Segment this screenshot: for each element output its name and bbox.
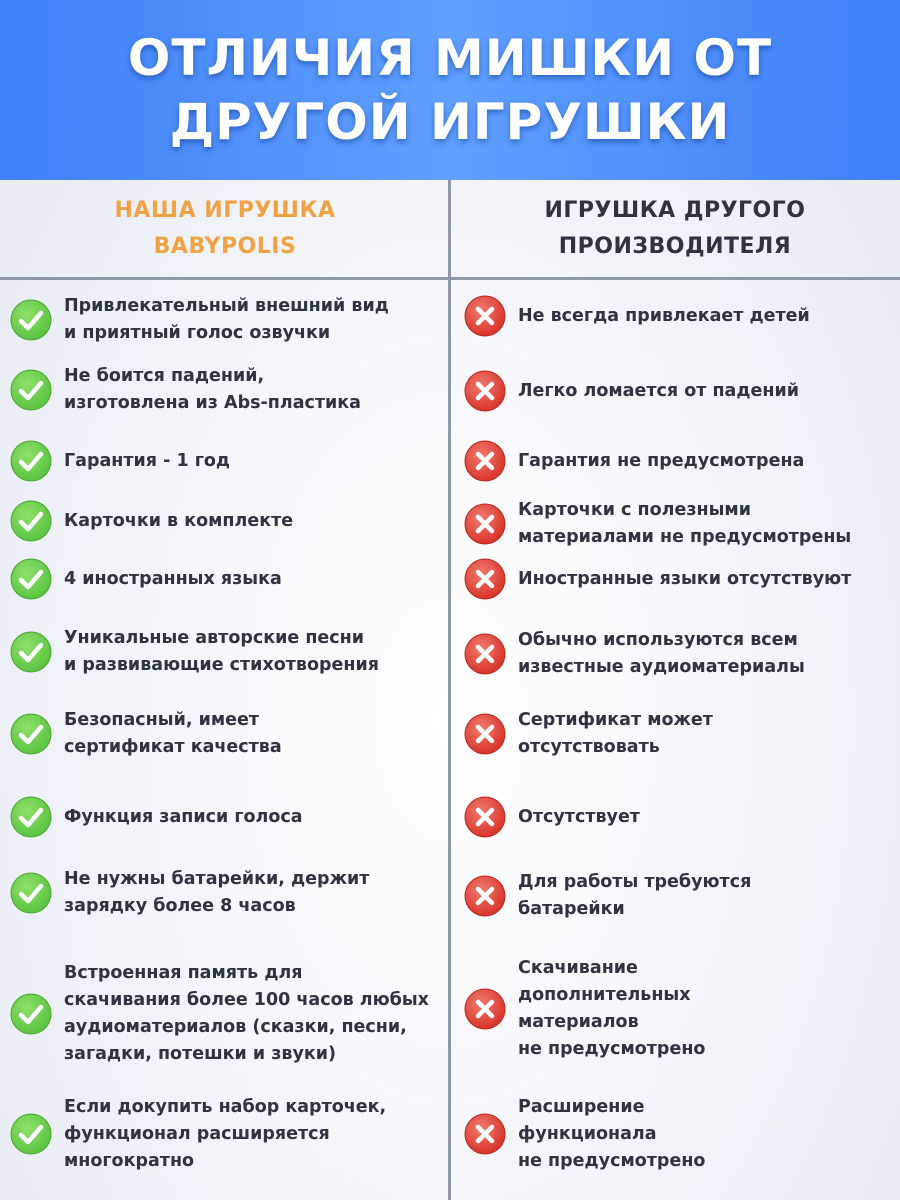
row-theirs <box>464 627 894 681</box>
row-ours <box>10 293 442 347</box>
row-text-ours: Гарантия - 1 год <box>64 450 231 471</box>
column-divider <box>448 180 451 1200</box>
row-text-theirs: Гарантия не предусмотрена <box>518 450 805 471</box>
cross-icon <box>464 295 506 337</box>
cross-icon <box>464 1113 506 1155</box>
row-theirs <box>464 295 894 337</box>
cross-icon <box>464 503 506 545</box>
check-icon <box>10 993 52 1035</box>
row-theirs <box>464 869 894 923</box>
row-ours <box>10 558 442 600</box>
row-text-theirs: Иностранные языки отсутствуют <box>518 568 852 589</box>
cross-icon <box>464 633 506 675</box>
row-theirs <box>464 1094 894 1175</box>
row-ours <box>10 960 442 1068</box>
row-text-theirs: Скачивание дополнительных материалов не предусмотрено <box>518 958 706 1059</box>
row-text-theirs: Сертификат может отсутствовать <box>518 710 713 757</box>
row-text-ours: Карточки в комплекте <box>64 510 294 531</box>
row-text-ours: Не боится падений, изготовлена из Abs-пластика <box>64 366 361 413</box>
row-text-ours: Встроенная память для скачивания более 100 часов любых аудиоматериалов (сказки, песни, загадки, потешки и звуки) <box>64 963 429 1064</box>
row-text-ours: Если докупить набор карточек, функционал расширяется многократно <box>64 1096 387 1171</box>
row-ours <box>10 707 442 761</box>
row-text-ours: Не нужны батарейки, держит зарядку более 8 часов <box>64 869 370 916</box>
row-text-ours: Функция записи голоса <box>64 806 303 827</box>
row-theirs <box>464 497 894 551</box>
row-ours <box>10 866 442 920</box>
check-icon <box>10 500 52 542</box>
cross-icon <box>464 875 506 917</box>
check-icon <box>10 299 52 341</box>
row-text-theirs: Легко ломается от падений <box>518 380 799 401</box>
row-text-theirs: Расширение функционала не предусмотрено <box>518 1096 706 1171</box>
check-icon <box>10 1113 52 1155</box>
row-ours <box>10 1094 442 1175</box>
row-ours <box>10 500 442 542</box>
row-text-theirs: Обычно используются всем известные аудиоматериалы <box>518 630 805 677</box>
cross-icon <box>464 440 506 482</box>
row-text-theirs: Для работы требуются батарейки <box>518 872 752 919</box>
column-header-ours: НАША ИГРУШКА BABYPOLIS <box>114 198 336 259</box>
check-icon <box>10 796 52 838</box>
row-theirs <box>464 440 894 482</box>
row-text-ours: 4 иностранных языка <box>64 568 282 589</box>
cross-icon <box>464 796 506 838</box>
row-ours <box>10 796 442 838</box>
row-text-theirs: Не всегда привлекает детей <box>518 305 810 326</box>
row-text-theirs: Отсутствует <box>518 806 640 827</box>
row-ours <box>10 440 442 482</box>
check-icon <box>10 558 52 600</box>
check-icon <box>10 713 52 755</box>
check-icon <box>10 369 52 411</box>
cross-icon <box>464 713 506 755</box>
title-banner <box>0 0 900 180</box>
row-text-ours: Привлекательный внешний вид и приятный голос озвучки <box>64 296 389 343</box>
row-text-theirs: Карточки с полезными материалами не предусмотрены <box>518 500 852 547</box>
row-theirs <box>464 796 894 838</box>
cross-icon <box>464 988 506 1030</box>
row-theirs <box>464 370 894 412</box>
row-ours <box>10 363 442 417</box>
column-header-theirs: ИГРУШКА ДРУГОГО ПРОИЗВОДИТЕЛЯ <box>544 198 806 259</box>
check-icon <box>10 631 52 673</box>
row-text-ours: Безопасный, имеет сертификат качества <box>64 710 282 757</box>
cross-icon <box>464 370 506 412</box>
row-theirs <box>464 707 894 761</box>
page-title: ОТЛИЧИЯ МИШКИ ОТ ДРУГОЙ ИГРУШКИ <box>127 29 773 151</box>
row-theirs <box>464 558 894 600</box>
cross-icon <box>464 558 506 600</box>
row-text-ours: Уникальные авторские песни и развивающие стихотворения <box>64 628 379 675</box>
row-theirs <box>464 955 894 1063</box>
check-icon <box>10 872 52 914</box>
row-ours <box>10 625 442 679</box>
check-icon <box>10 440 52 482</box>
